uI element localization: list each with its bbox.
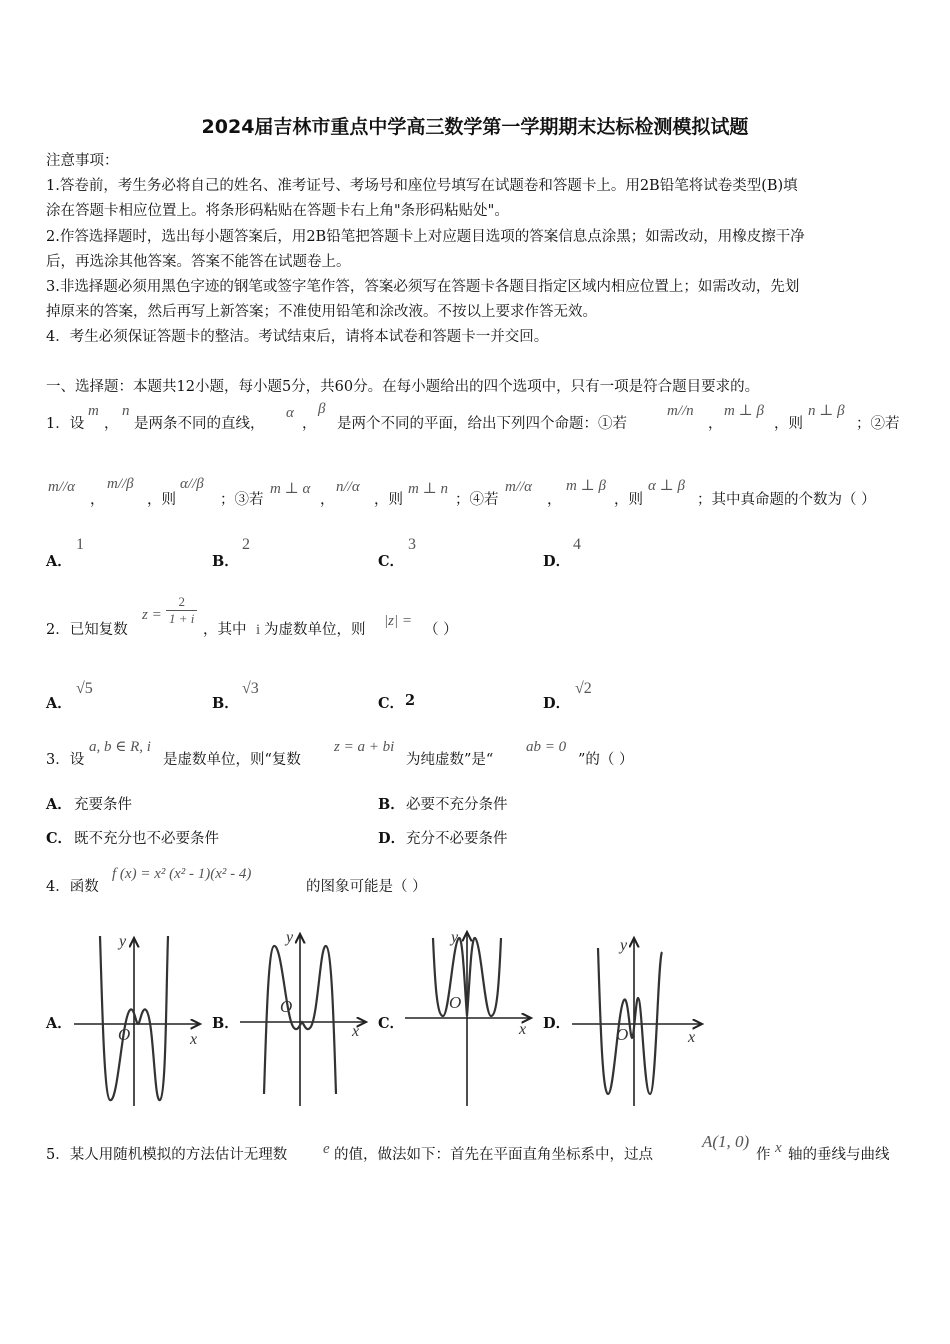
q4-option-b-label: B． [212,1015,239,1032]
q1-math-beta: β [318,401,326,417]
q1-math-m: m [88,403,99,419]
q3-option-d-text: 充分不必要条件 [406,831,508,847]
q4-math-f: f (x) = x² (x² - 1)(x² - 4) [112,866,252,882]
q1-math-m-par-a: m//α [48,479,76,495]
q1-option-d-value: 4 [573,536,581,553]
q1-math-a-par-b: α//β [180,476,204,492]
q1-math-m-par-n: m//n [667,403,694,419]
q3-option-a-label: A． [46,796,72,813]
page-title: 2024届吉林市重点中学高三数学第一学期期末达标检测模拟试题 [201,116,749,138]
notice-line-5: 3.非选择题必须用黑色字迹的钢笔或签字笔作答，答案必须写在答题卡各题目指定区域内相应位置上；如需改动，先划 [46,279,800,295]
q2-option-c-label: C． [378,695,405,712]
q2-option-a-value: √5 [76,680,93,697]
q4-text-a: 4．函数 [46,879,99,895]
graph-b-origin-label: O [280,997,293,1016]
q1-math-m-perp-a: m ⊥ α [270,481,311,497]
graph-c-origin-label: O [449,993,462,1012]
q1-option-c-value: 3 [408,536,416,553]
graph-a-y-label: y [119,933,127,950]
notice-line-7: 4．考生必须保证答题卡的整洁。考试结束后，请将本试卷和答题卡一并交回。 [46,329,549,345]
q1-option-a-value: 1 [76,536,84,553]
q2-text-d: （ ） [424,622,458,638]
notice-line-6: 掉原来的答案，然后再写上新答案；不准使用铅笔和涂改液。不按以上要求作答无效。 [46,304,597,320]
q1-text-c: 是两条不同的直线， [134,416,265,432]
q2-text-a: 2．已知复数 [46,622,128,638]
q3-option-b-label: B． [378,796,405,813]
q1-text-g: ，则 [774,416,803,432]
q3-text-d: ”的（ ） [578,752,634,768]
q4-option-c-label: C． [378,1015,405,1032]
q1-math-m-perp-n: m ⊥ n [408,481,448,497]
q1-sep-7: ， [547,492,562,508]
q3-option-b-text: 必要不充分条件 [406,797,508,813]
q2-fraction [166,594,197,627]
notice-line-2: 涂在答题卡相应位置上。将条形码粘贴在答题卡右上角"条形码粘贴处"。 [46,203,509,219]
q2-text-b: ，其中 [203,622,247,638]
q4-option-d-label: D． [543,1015,571,1032]
graph-d-origin-label: O [616,1025,629,1044]
q1-sep-6: ；④若 [455,492,499,508]
graph-c-y-label: y [451,929,459,946]
q1-sep-5: ，则 [374,492,403,508]
q1-sep-8: ，则 [614,492,643,508]
q1-sep-2: ，则 [147,492,176,508]
q1-text-h: ；②若 [856,416,900,432]
q1-math-m-par-b: m//β [107,476,134,492]
q1-text-d: ， [302,416,317,432]
q4-option-a-label: A． [46,1015,72,1032]
q1-math-n-perp-b: n ⊥ β [808,403,845,419]
q1-option-b-value: 2 [242,536,250,553]
graph-c [403,924,543,1110]
graph-d-curve [598,948,662,1094]
q1-math-n-par-a: n//α [336,479,360,495]
q5-math-point-a: A(1, 0) [702,1132,750,1151]
q3-option-a-text: 充要条件 [74,797,132,813]
q2-fraction-denominator: 1 + i [169,611,195,626]
q2-option-d-label: D． [543,695,571,712]
q3-option-c-text: 既不充分也不必要条件 [74,831,219,847]
q2-option-c-value: 2 [405,692,416,709]
section-heading: 一、选择题：本题共12小题，每小题5分，共60分。在每小题给出的四个选项中，只有一项是符合题目要求的。 [46,379,760,395]
q3-option-c-label: C． [46,830,73,847]
q2-math-abs-z: |z| = [384,613,412,629]
graph-b [236,924,376,1110]
q1-option-d-label: D． [543,553,571,570]
q1-math-alpha: α [286,405,294,421]
graph-a-origin-label: O [118,1025,131,1044]
q3-option-d-label: D． [378,830,406,847]
q1-math-n: n [122,403,130,419]
q5-math-x: x [775,1140,782,1156]
q3-math-ab: ab = 0 [526,739,567,755]
graph-b-y-label: y [286,929,294,946]
q1-math-m-par-a-2: m//α [505,479,533,495]
q1-sep-4: ， [320,492,335,508]
notice-line-1: 1.答卷前，考生务必将自己的姓名、准考证号、考场号和座位号填写在试题卷和答题卡上。用2B铅笔将试卷类型(B)填 [46,178,798,194]
q1-text-a: 1．设 [46,416,85,432]
q3-text-c: 为纯虚数”是“ [406,752,494,768]
q1-option-c-label: C． [378,553,405,570]
q2-option-b-label: B． [212,695,239,712]
q3-text-b: 是虚数单位，则“复数 [163,752,301,768]
q2-math-i: i [256,622,261,638]
graph-a-x-label: x [190,1031,198,1048]
q2-option-d-value: √2 [575,680,592,697]
q5-text-d: 轴的垂线与曲线 [788,1147,890,1163]
graph-d-x-label: x [688,1029,696,1046]
q1-math-m-perp-b: m ⊥ β [724,403,764,419]
q3-text-a: 3．设 [46,752,85,768]
notice-line-4: 后，再选涂其他答案。答案不能答在试题卷上。 [46,254,351,270]
q1-math-m-perp-b-2: m ⊥ β [566,478,606,494]
q4-text-b: 的图象可能是（ ） [306,879,427,895]
q5-text-b: 的值，做法如下：首先在平面直角坐标系中，过点 [334,1147,653,1163]
graph-c-x-label: x [519,1021,527,1038]
notice-heading: 注意事项： [46,153,119,169]
q5-text-a: 5．某人用随机模拟的方法估计无理数 [46,1147,288,1163]
q3-math-cond: a, b ∈ R, i [89,739,151,755]
q2-option-b-value: √3 [242,680,259,697]
q1-text-f: ， [708,416,723,432]
notice-line-3: 2.作答选择题时，选出每小题答案后，用2B铅笔把答题卡上对应题目选项的答案信息点涂黑；如需改动，用橡皮擦干净 [46,229,805,245]
q2-fraction-numerator: 2 [166,594,197,611]
q5-text-c: 作 [756,1147,771,1163]
graph-d [568,928,708,1110]
q1-text-e: 是两个不同的平面，给出下列四个命题：①若 [337,416,627,432]
q5-math-e: e [323,1141,330,1157]
q1-sep-3: ；③若 [220,492,264,508]
q2-text-c: 为虚数单位，则 [264,622,366,638]
q1-sep-1: ， [90,492,105,508]
graph-b-x-label: x [352,1023,360,1040]
q2-option-a-label: A． [46,695,72,712]
q1-option-a-label: A． [46,553,72,570]
graph-a [70,928,210,1110]
q1-option-b-label: B． [212,553,239,570]
graph-d-y-label: y [620,937,628,954]
q2-math-z-eq: z = [142,607,162,623]
q3-math-z: z = a + bi [334,739,395,755]
q1-text-b: ， [104,416,119,432]
q1-math-a-perp-b: α ⊥ β [648,478,685,494]
q1-sep-9: ；其中真命题的个数为（ ） [697,492,876,508]
